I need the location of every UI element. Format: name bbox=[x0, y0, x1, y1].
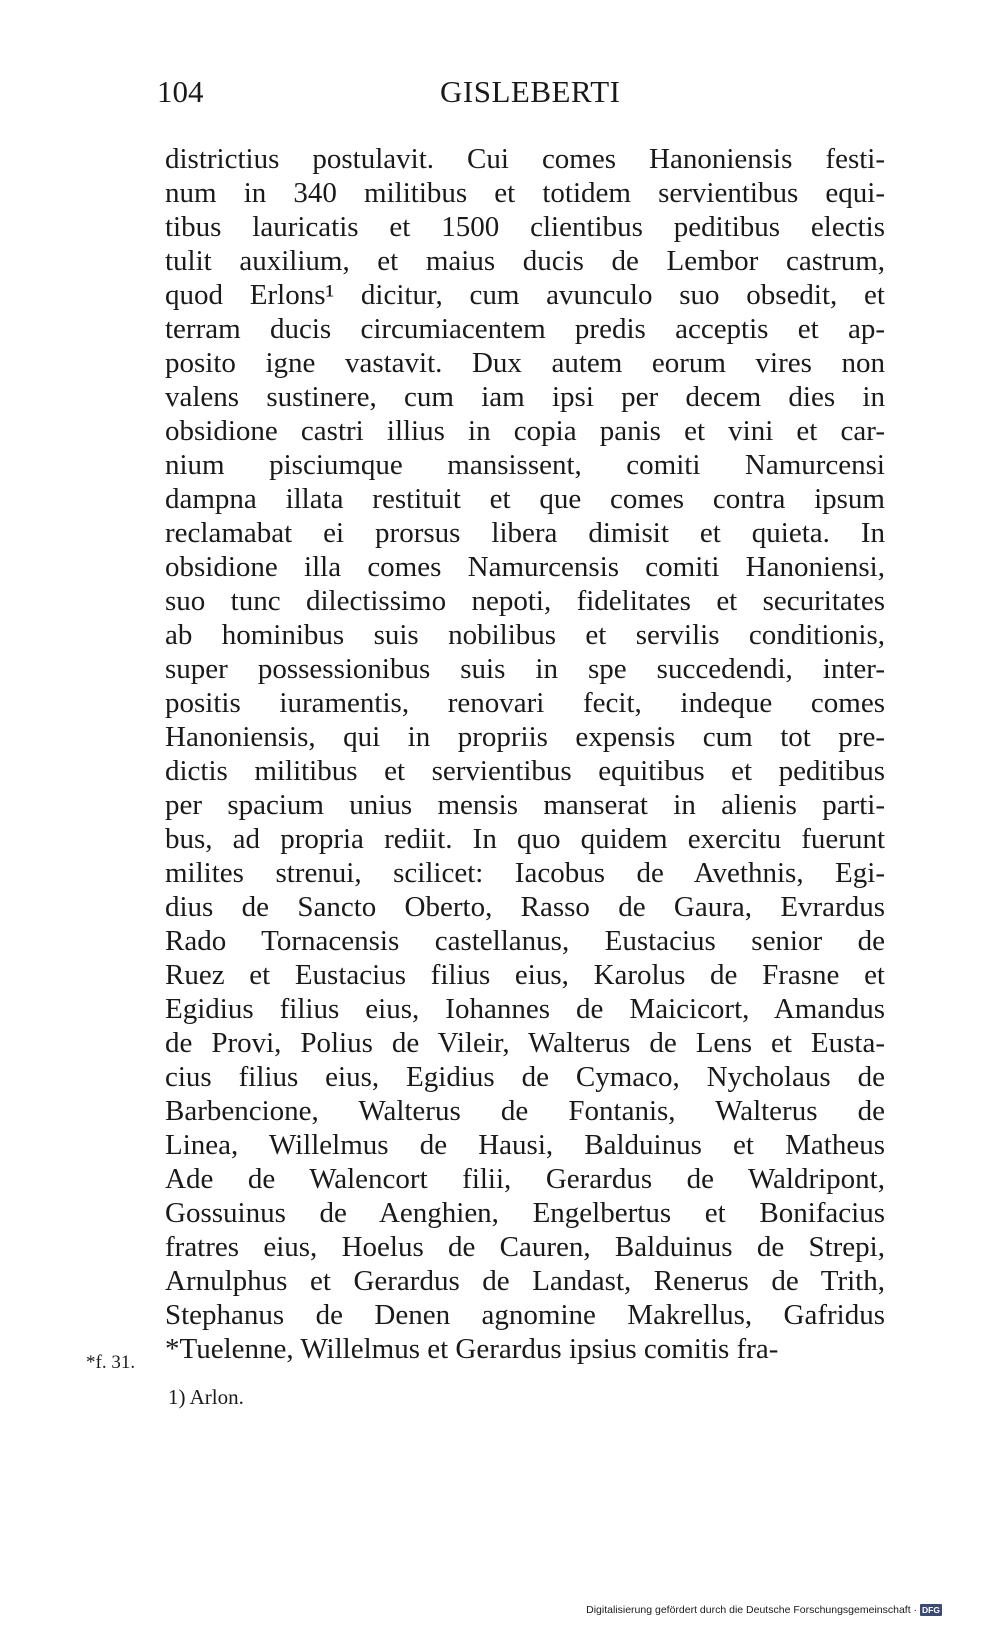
text-line: Stephanus de Denen agnomine Makrellus, Gafridus bbox=[165, 1299, 885, 1331]
text-line: Arnulphus et Gerardus de Landast, Renerus de Trith, bbox=[165, 1265, 885, 1297]
text-line: quod Erlons¹ dicitur, cum avunculo suo obsedit, et bbox=[165, 279, 885, 311]
text-line: Rado Tornacensis castellanus, Eustacius senior de bbox=[165, 925, 885, 957]
text-line: obsidione castri illius in copia panis et vini et car- bbox=[165, 415, 885, 447]
text-line: fratres eius, Hoelus de Cauren, Balduinus de Strepi, bbox=[165, 1231, 885, 1263]
text-line: super possessionibus suis in spe succedendi, inter- bbox=[165, 653, 885, 685]
text-line: reclamabat ei prorsus libera dimisit et quieta. In bbox=[165, 517, 885, 549]
text-line: milites strenui, scilicet: Iacobus de Avethnis, Egi- bbox=[165, 857, 885, 889]
main-text bbox=[165, 142, 885, 1366]
text-line: districtius postulavit. Cui comes Hanoniensis festi- bbox=[165, 143, 885, 175]
text-line: num in 340 militibus et totidem servientibus equi- bbox=[165, 177, 885, 209]
text-line: obsidione illa comes Namurcensis comiti Hanoniensi, bbox=[165, 551, 885, 583]
text-line: Ruez et Eustacius filius eius, Karolus de Frasne et bbox=[165, 959, 885, 991]
text-line: Hanoniensis, qui in propriis expensis cum tot pre- bbox=[165, 721, 885, 753]
text-line: bus, ad propria rediit. In quo quidem exercitu fuerunt bbox=[165, 823, 885, 855]
digitization-credit bbox=[586, 1603, 942, 1617]
text-line: Linea, Willelmus de Hausi, Balduinus et Matheus bbox=[165, 1129, 885, 1161]
text-line: Gossuinus de Aenghien, Engelbertus et Bonifacius bbox=[165, 1197, 885, 1229]
text-line: nium pisciumque mansissent, comiti Namurcensi bbox=[165, 449, 885, 481]
text-line: dictis militibus et servientibus equitibus et peditibus bbox=[165, 755, 885, 787]
text-line: terram ducis circumiacentem predis acceptis et ap- bbox=[165, 313, 885, 345]
text-line: positis iuramentis, renovari fecit, indeque comes bbox=[165, 687, 885, 719]
text-line: tulit auxilium, et maius ducis de Lembor castrum, bbox=[165, 245, 885, 277]
text-line: per spacium unius mensis manserat in alienis parti- bbox=[165, 789, 885, 821]
text-line: cius filius eius, Egidius de Cymaco, Nycholaus de bbox=[165, 1061, 885, 1093]
text-line: suo tunc dilectissimo nepoti, fidelitates et securitates bbox=[165, 585, 885, 617]
text-line: Ade de Walencort filii, Gerardus de Waldripont, bbox=[165, 1163, 885, 1195]
running-head: GISLEBERTI bbox=[440, 74, 621, 109]
folio-marker: *f. 31. bbox=[86, 1352, 136, 1373]
text-line: tibus lauricatis et 1500 clientibus peditibus electis bbox=[165, 211, 885, 243]
text-line: dampna illata restituit et que comes contra ipsum bbox=[165, 483, 885, 515]
text-line: de Provi, Polius de Vileir, Walterus de Lens et Eusta- bbox=[165, 1027, 885, 1059]
text-line: ab hominibus suis nobilibus et servilis conditionis, bbox=[165, 619, 885, 651]
credit-text: Digitalisierung gefördert durch die Deutsche Forschungsgemeinschaft · bbox=[586, 1604, 918, 1616]
text-line: Egidius filius eius, Iohannes de Maicicort, Amandus bbox=[165, 993, 885, 1025]
text-line: posito igne vastavit. Dux autem eorum vires non bbox=[165, 347, 885, 379]
text-line: *Tuelenne, Willelmus et Gerardus ipsius comitis fra- bbox=[165, 1333, 779, 1365]
text-line: dius de Sancto Oberto, Rasso de Gaura, Evrardus bbox=[165, 891, 885, 923]
dfg-logo-icon: DFG bbox=[922, 1605, 940, 1615]
text-line: valens sustinere, cum iam ipsi per decem dies in bbox=[165, 381, 885, 413]
footnote: 1) Arlon. bbox=[168, 1385, 244, 1409]
text-line: Barbencione, Walterus de Fontanis, Walterus de bbox=[165, 1095, 885, 1127]
page-number: 104 bbox=[157, 74, 204, 109]
